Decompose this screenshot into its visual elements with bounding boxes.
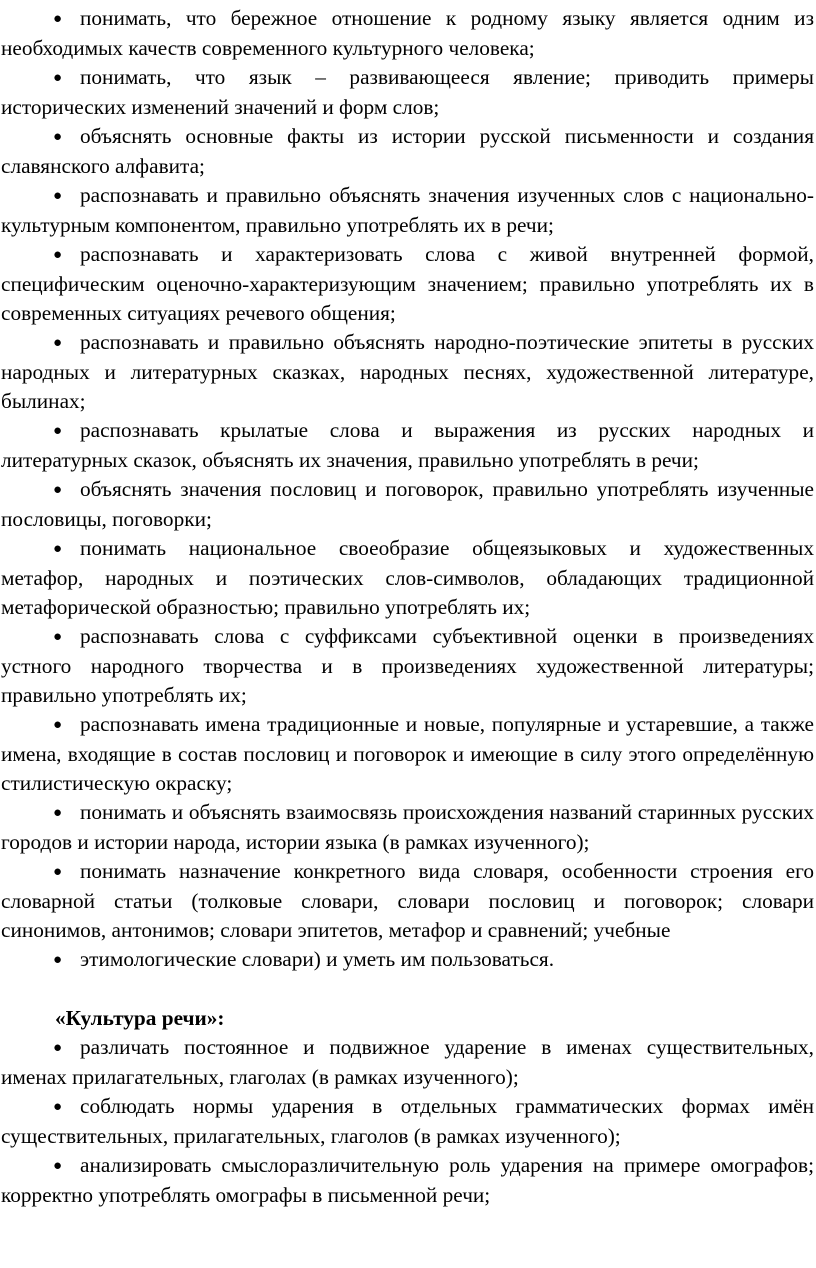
bullet-icon: ● <box>53 188 63 204</box>
list-item <box>1 534 814 622</box>
bullet-icon: ● <box>53 335 63 351</box>
bullet-icon: ● <box>53 864 63 880</box>
list-item-text: понимать и объяснять взаимосвязь происхождения названий старинных русских городов и истории народа, истории языка (в рамках изученного); <box>1 800 814 854</box>
list-item-text: распознавать и правильно объяснять народно-поэтические эпитеты в русских народных и литературных сказках, народных песнях, художественной литературе, былинах; <box>1 330 814 413</box>
list-item <box>1 240 814 328</box>
list-item-text: этимологические словари) и уметь им пользоваться. <box>80 947 555 971</box>
bullet-icon: ● <box>53 11 63 27</box>
outcomes-list <box>1 4 814 975</box>
list-item-text: понимать, что бережное отношение к родному языку является одним из необходимых качеств современного культурного человека; <box>1 6 814 60</box>
list-item-text: понимать национальное своеобразие общеязыковых и художественных метафор, народных и поэтических слов-символов, обладающих традиционной метафорической образностью; правильно употреблять их; <box>1 536 814 619</box>
bullet-icon: ● <box>53 717 63 733</box>
section-gap <box>1 975 814 1004</box>
list-item <box>1 945 814 975</box>
section-heading: «Культура речи»: <box>55 1006 225 1030</box>
list-item-text: понимать назначение конкретного вида словаря, особенности строения его словарной статьи (толковые словари, словари пословиц и поговорок; словари синонимов, антонимов; словари эпитетов, метафор и сравнений; учебные <box>1 859 814 942</box>
list-item <box>1 63 814 122</box>
list-item <box>1 1151 814 1210</box>
bullet-icon: ● <box>53 541 63 557</box>
list-item <box>1 4 814 63</box>
bullet-icon: ● <box>53 629 63 645</box>
list-item <box>1 1092 814 1151</box>
speech-culture-section <box>1 1004 814 1210</box>
bullet-icon: ● <box>53 482 63 498</box>
list-item <box>1 416 814 475</box>
list-item-text: распознавать крылатые слова и выражения из русских народных и литературных сказок, объяснять их значения, правильно употреблять в речи; <box>1 418 814 472</box>
list-item <box>1 328 814 416</box>
bullet-icon: ● <box>53 70 63 86</box>
list-item <box>1 1033 814 1092</box>
list-item-text: анализировать смыслоразличительную роль ударения на примере омографов; корректно употреблять омографы в письменной речи; <box>1 1153 814 1207</box>
list-item-text: распознавать и характеризовать слова с живой внутренней формой, специфическим оценочно-характеризующим значением; правильно употреблять их в современных ситуациях речевого общения; <box>1 242 814 325</box>
bullet-icon: ● <box>53 423 63 439</box>
list-item <box>1 710 814 798</box>
list-item <box>1 181 814 240</box>
list-item-text: различать постоянное и подвижное ударение в именах существительных, именах прилагательных, глаголах (в рамках изученного); <box>1 1035 814 1089</box>
bullet-icon: ● <box>53 247 63 263</box>
bullet-icon: ● <box>53 129 63 145</box>
bullet-icon: ● <box>53 1040 63 1056</box>
list-item-text: распознавать слова с суффиксами субъективной оценки в произведениях устного народного творчества и в произведениях художественной литературы; правильно употреблять их; <box>1 624 814 707</box>
list-item-text: объяснять основные факты из истории русской письменности и создания славянского алфавита; <box>1 124 814 178</box>
bullet-icon: ● <box>53 1158 63 1174</box>
list-item <box>1 857 814 945</box>
list-item-text: соблюдать нормы ударения в отдельных грамматических формах имён существительных, прилагательных, глаголов (в рамках изученного); <box>1 1094 814 1148</box>
bullet-icon: ● <box>53 805 63 821</box>
list-item <box>1 798 814 857</box>
list-item-text: распознавать и правильно объяснять значения изученных слов с национально-культурным компонентом, правильно употреблять их в речи; <box>1 183 814 237</box>
list-item <box>1 122 814 181</box>
list-item-text: объяснять значения пословиц и поговорок, правильно употреблять изученные пословицы, поговорки; <box>1 477 814 531</box>
list-item <box>1 622 814 710</box>
list-item <box>1 475 814 534</box>
list-item-text: распознавать имена традиционные и новые, популярные и устаревшие, а также имена, входящие в состав пословиц и поговорок и имеющие в силу этого определённую стилистическую окраску; <box>1 712 814 795</box>
list-item-text: понимать, что язык – развивающееся явление; приводить примеры исторических изменений значений и форм слов; <box>1 65 814 119</box>
bullet-icon: ● <box>53 952 63 968</box>
bullet-icon: ● <box>53 1099 63 1115</box>
